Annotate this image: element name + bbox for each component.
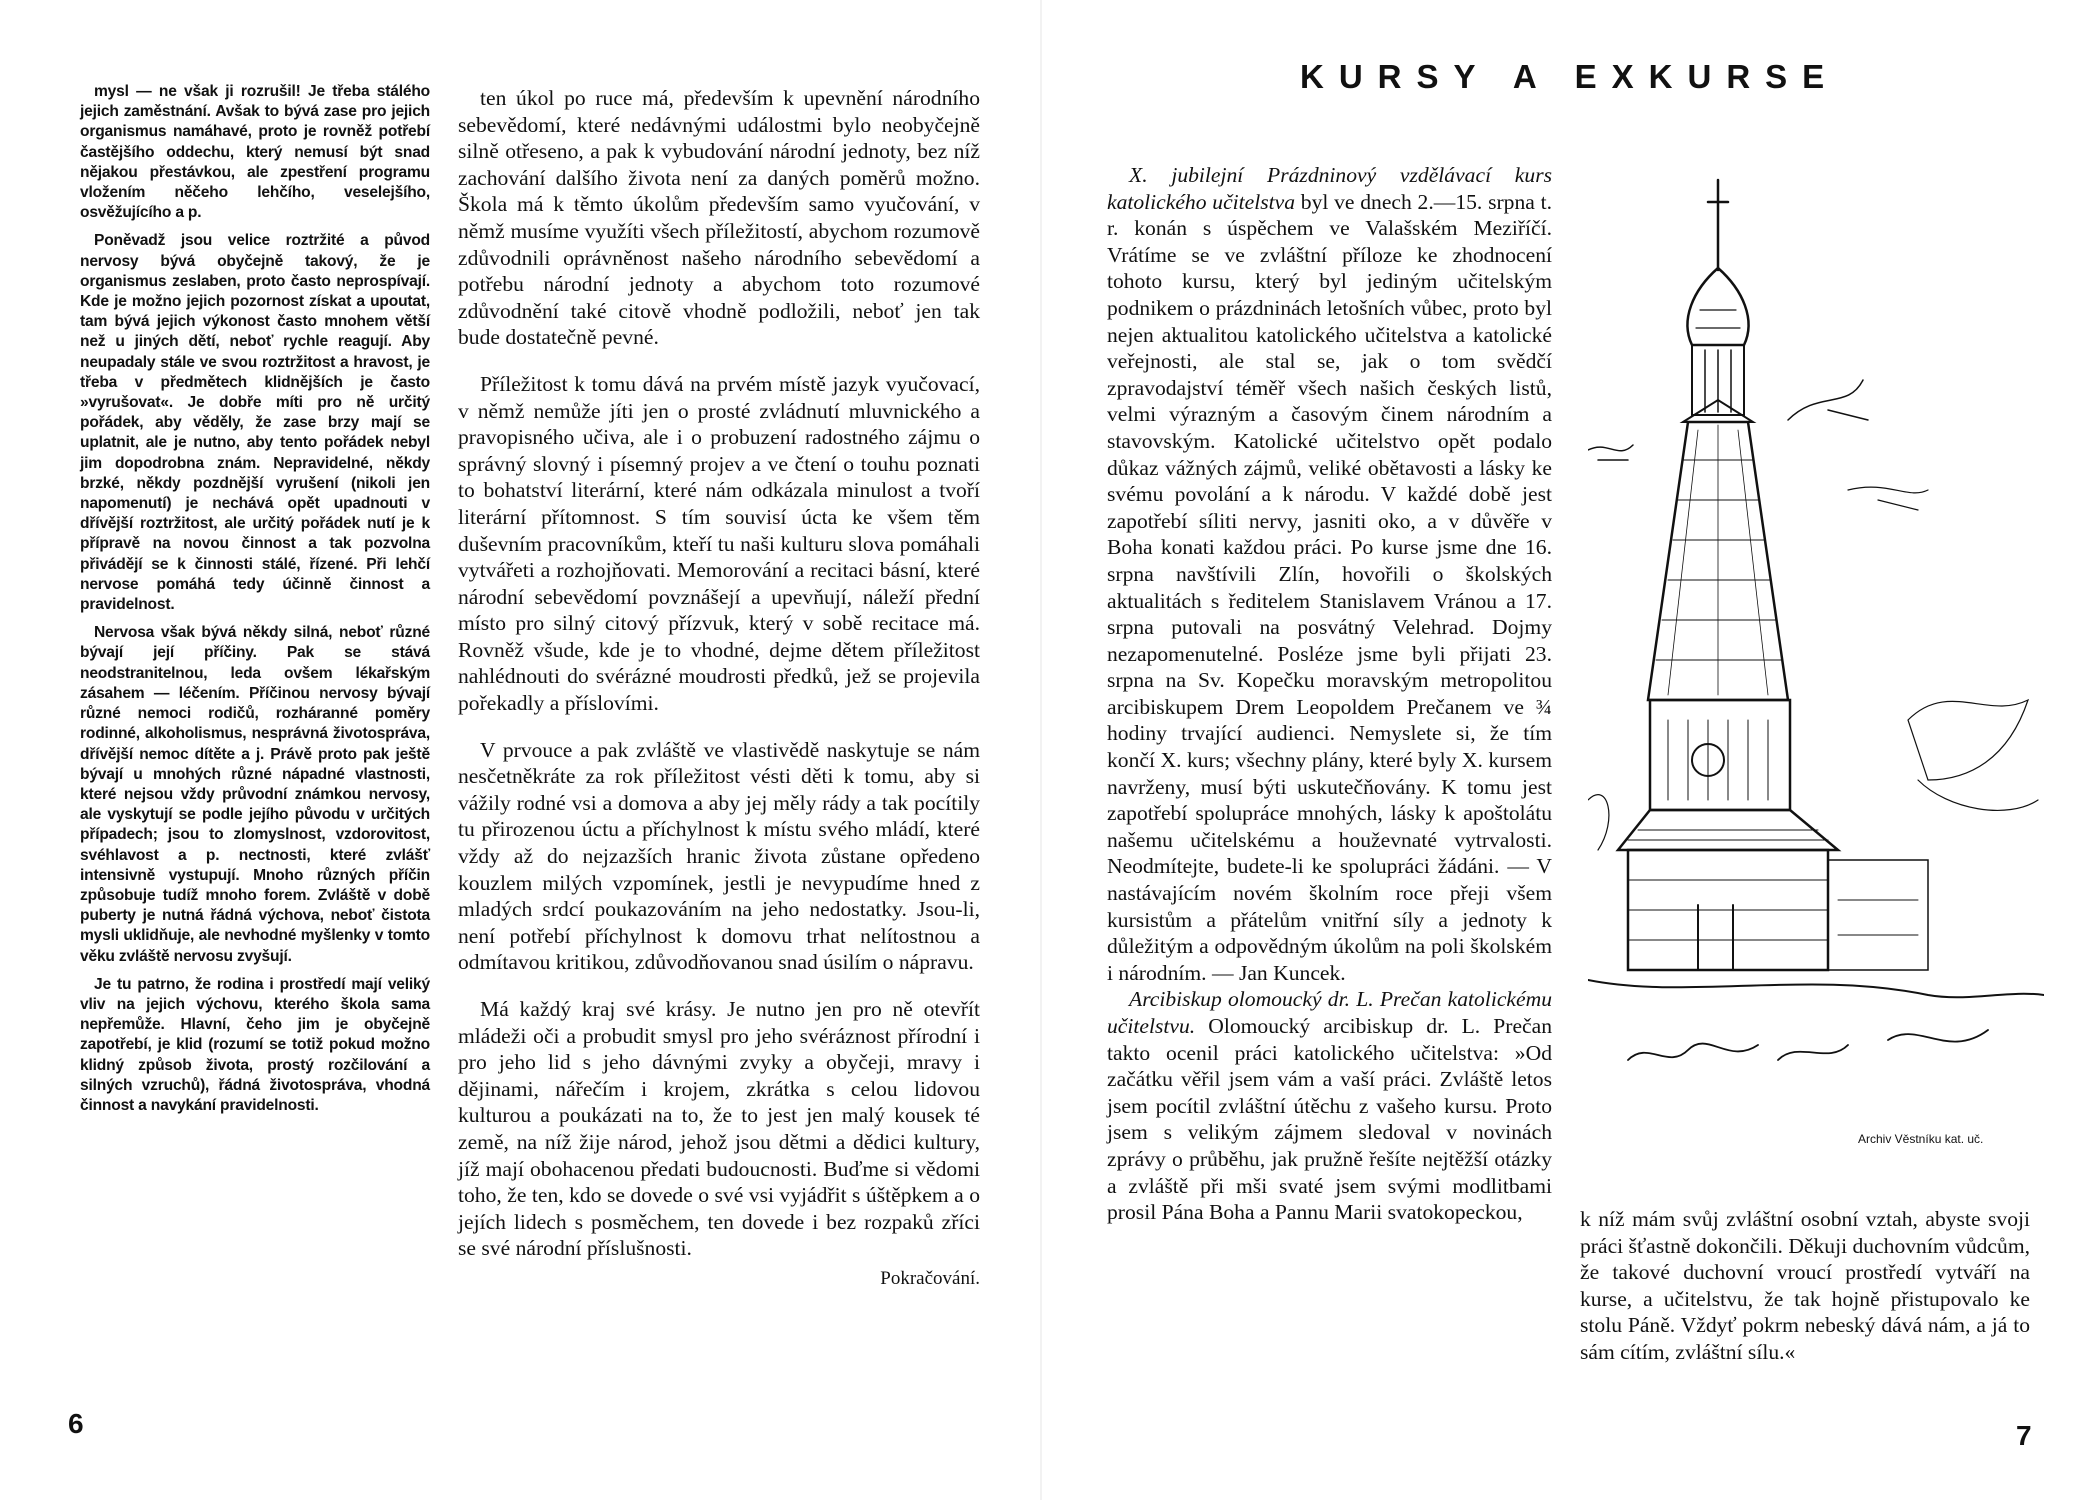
paragraph: V prvouce a pak zvláště ve vlastivědě naskytuje se nám nesčetněkráte za rok příležitost vésti děti k tomu, aby si vážily rodné vsi a domova a aby jej měly rády a tak pocítily tu přirozenou úctu a příchylnost k místu svého mládí, které vždy až do nejzazších hranic života zůstane opředeno kouzlem milých vzpomínek, jestli je nevypudíme hned z mladých srdcí poukazováním na jeho nedostatky. Jsou-li, není potřebí příchylnost k domovu trhat nelítostnou a odmítavou kritikou, zdůvodňovanou snad úsilím o nápravu. <box>458 737 980 975</box>
continuation-note: Pokračování. <box>880 1267 980 1289</box>
paragraph: Má každý kraj své krásy. Je nutno jen pro ně otevřít mládeži oči a probudit smysl pro jeho svéráznost přírodní i pro jeho lid s jeho dávnými zvyky a obyčeji, mravy i dějinami, nářečím i krojem, zkrátka s celou lidovou kulturou a poukázati na to, že to jest jen malý kousek té země, na níž žije národ, jehož jsou dětmi a dědici kultury, jíž mají obohacenou předati budoucnosti. Buďme si vědomi toho, že ten, kdo se dovede o své vsi vyjádřit s úštěpkem a o jejích lidech s posměchem, ten dovede i bez rozpaků zříci se své národní příslušnosti. <box>458 997 980 1261</box>
article-arcibiskup-text: Olomoucký arcibiskup dr. L. Prečan takto ocenil práci katolického učitelstva: »Od začátku věřil jsem vám a vaší práci. Zvláště letos jsem pocítil zvláštní útěchu z vašeho kursu. Proto jsem s velikým zájmem sledoval v novinách zprávy o průběhu, jak pružně řešíte nejtěžší otázky a zvláště při mši svaté jsem svými modlitbami prosil Pána Boha a Pannu Marii svatokopeckou, <box>1107 1014 1552 1225</box>
paragraph: mysl — ne však ji rozrušil! Je třeba stálého jejich zaměstnání. Avšak to bývá zase pro jejich organismus namáhavé, proto je rovněž potřebí častějšího oddechu, který nemusí být snad nějakou přestávkou, ale zpestření programu vložením něčeho lehčího, veselejšího, osvěžujícího a p. <box>80 83 430 222</box>
left-column-1 <box>80 82 430 1116</box>
article-kurs-text: byl ve dnech 2.—15. srpna t. r. konán s úspěchem ve Valašském Meziříčí. Vrátíme se ve zvláštní příloze ke zhodnocení tohoto kursu, který byl jediným učitelským podnikem o prázdninách letošních vůbec, proto byl nejen aktualitou katolického učitelstva a katolické veřejnosti, ale stal se, jak o tom svědčí zpravodajství téměř všech našich českých listů, velmi výrazným a časovým činem národním a stavovským. Katolické učitelstvo opět podalo důkaz vážných zájmů, veliké obětavosti a lásky ke svému povolání a k národu. V každé době jest zapotřebí síliti nervy, jasniti oko, a v důvěře v Boha konati každou práci. Po kurse jsme dne 16. srpna navštívili Zlín, hovořili o školských aktualitách s ředitelem Stanislavem Vránou a 17. srpna putovali na posvátný Velehrad. Dojmy nezapomenutelné. Posléze jsme byli přijati 23. srpna na Sv. Kopečku moravským metropolitou arcibiskupem Drem Leopoldem Prečanem ve ¾ hodiny trvající audienci. Nemyslete si, že tím končí X. kurs; všechny plány, které byly X. kursem navrženy, musí býti uskutečňovány. K tomu jest zapotřebí spolupráce mnohých, lásky k apoštolátu našemu učitelskému a houževnaté vytrvalosti. Neodmítejte, budete-li ke spolupráci žádáni. — V nastávajícím novém školním roce přeji všem kursistům a přátelům vnitřní síly a jednoty k důležitým a odpovědným úkolům na poli školském i národním. — Jan Kuncek. <box>1107 189 1552 985</box>
paragraph: ten úkol po ruce má, především k upevnění národního sebevědomí, které nedávnými událostmi bylo neobyčejně silně otřeseno, a pak k vybudování národní jednoty, bez níž zachování dalšího života není za daných poměrů možno. Škola má k těmto úkolům především samo vyučování, v němž musíme využíti všech příležitostí, abychom rozumově zdůvodnili oprávněnost našeho národního sebevědomí a potřebu národní jednoty a abychom toto rozumové zdůvodnění také citově vhodně podložili, neboť jen tak bude dostatečně pevné. <box>458 86 980 350</box>
paragraph: k níž mám svůj zvláštní osobní vztah, abyste svoji práci šťastně dokončili. Děkuji duchovním vůdcům, že takové duchovní vroucí prostředí vytváří na kurse, a učitelstvu, že tak hojně přistupovalo ke stolu Páně. Vždyť pokrm nebeský dává nám, a já to sám cítím, zvláštní sílu.« <box>1580 1207 2031 1364</box>
page-fold <box>1040 0 1042 1500</box>
paragraph: Nervosa však bývá někdy silná, neboť různé bývají její příčiny. Pak se stává neodstranitelnou, leda ovšem lékařským zásahem — léčením. Příčinou nervosy bývají různé nemoci rodičů, rozháranné poměry rodinné, alkoholismus, nesprávná životospráva, dřívější nemoc dítěte a j. Právě proto pak ještě bývají u mnohých různé nápadné vlastnosti, které nejsou vždy průvodní známkou nervosy, ale vyskytují se podle jejího původu v určitých případech; jsou to zlomyslnost, vzdorovitost, svéhlavost a p. nectnosti, které zvlášť intensivně vystupují. Mnoho různých příčin způsobuje tudíž mnoho forem. Zvláště v době puberty je nutná řádná výchova, neboť čistota mysli uklidňuje, ale nevhodné myšlenky v tomto věku zvláště nervosu zvyšují. <box>80 624 430 965</box>
wooden-belfry-sketch-icon <box>1588 160 2044 1120</box>
right-column-2 <box>1580 1206 2030 1366</box>
page-number-left: 6 <box>68 1408 84 1439</box>
article-arcibiskup <box>1107 986 1552 1225</box>
article-kurs <box>1107 162 1552 986</box>
article-kurs-heading: X. jubilejní Prázdninový vzdělávací kurs katolického učitelstva <box>1107 163 1552 214</box>
paragraph: Příležitost k tomu dává na prvém místě jazyk vyučovací, v němž nemůže jíti jen o prosté zvládnutí mluvnického a pravopisného učiva, ale i o probuzení radostného zájmu o správný slovný i písemný projev a ve čtení o touhu poznati to bohatství literární, které nám odkázala minulost a tvoří literární přítomnost. S tím souvisí úcta ke všem těm duševním pracovníkům, kteří tu naši kulturu slova pomáhali vytvářeti a rozhojňovati. Memorování a recitaci básní, které národní sebevědomí povznášejí a upevňují, náleží přední místo pro silný citový přízvuk, který v sobě recitace má. Rovněž všude, kde je to vhodné, dejme dětem příležitost nahlédnouti do svérázné moudrosti předků, jež se projevila pořekadly a příslovími. <box>458 371 980 716</box>
right-column-1 <box>1107 162 1552 1226</box>
illustration-credit: Archiv Věstníku kat. uč. <box>1858 1132 1984 1146</box>
page-number-right: 7 <box>2016 1420 2032 1451</box>
paragraph: Poněvadž jsou velice roztržité a původ nervosy bývá obyčejně takový, že je organismus zeslaben, proto často neprospívají. Kde je možno jejich pozornost získat a upoutat, tam bývá jejich výkonost často mnohem větší než u jiných dětí, neboť rychle reagují. Aby neupadaly stále ve svou roztržitost a hravost, je třeba v předmětech klidnějších je často »vyrušovat«. Je dobře míti pro ně určitý pořádek, aby věděly, že zase brzy mají se uplatnit, ale je nutno, aby tento pořádek nebyl jim dopodrobna znám. Nepravidelné, někdy brzké, někdy pozdnější vyrušení (nikoli jen napomenutí) je nechává opět upadnouti v dřívější roztržitost, ale určitý pořádek nutí je k přípravě na novou činnost a tak pozvolna přivádějí se k činnosti stálé, řízené. Při lehčí nervose pomáhá tedy účinně činnost a pravidelnost. <box>80 232 430 614</box>
left-column-2 <box>458 85 980 1293</box>
section-title: KURSY A EXKURSE <box>1300 58 1840 95</box>
article-arcibiskup-heading: Arcibiskup olomoucký dr. L. Prečan katolickému učitelstvu. <box>1107 987 1552 1038</box>
paragraph: Je tu patrno, že rodina i prostředí mají veliký vliv na jejich výchovu, kterého škola sama nepřemůže. Hlavní, čeho jim je obyčejně zapotřebí, je klid (rozumí se totiž pokud možno klidný způsob života, prostý rozčilování a silných vzruchů), řádná životospráva, vhodná činnost a navykání pravidelnosti. <box>80 975 430 1114</box>
